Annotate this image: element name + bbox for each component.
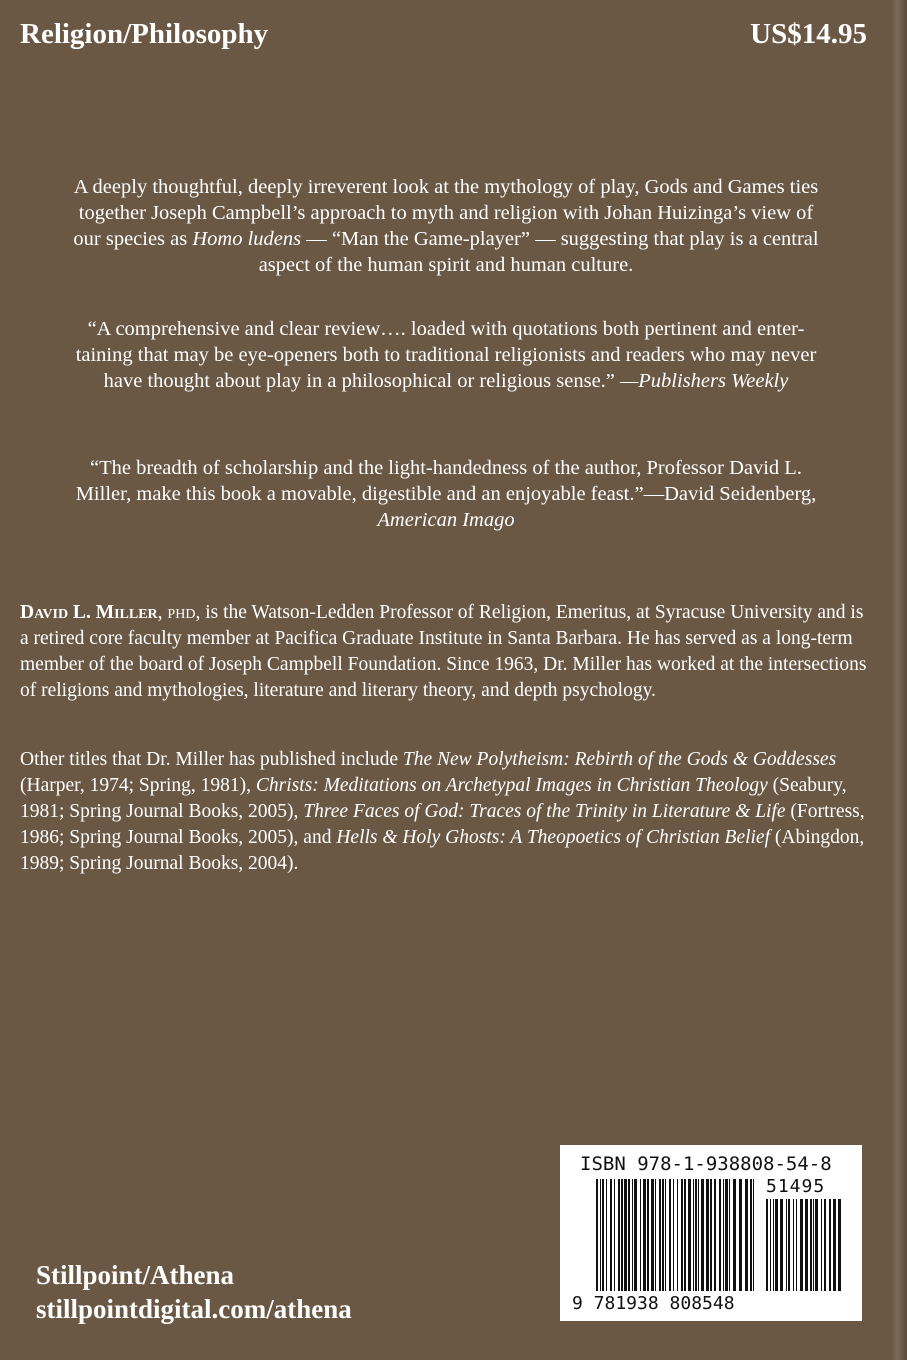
barcode-bar <box>693 1179 694 1291</box>
barcode-bar <box>810 1199 812 1291</box>
barcode-bar <box>813 1199 814 1291</box>
barcode-bar <box>729 1179 730 1291</box>
other-titles: Other titles that Dr. Miller has published include The New Polytheism: Rebirth of the Gods & Goddesses (Harper, 1974; Spring, 1981), Christs: Meditations on Archetypal Images in Christian Theology (Seabury, 1981; Spring Journal Books, 2005), Three Faces of God: Traces of the Trinity in Literature & Life (Fortress, 1986; Spring Journal Books, 2005), and Hells & Holy Ghosts: A Theopoetics of Christian Belief (Abingdon, 1989; Spring Journal Books, 2004). <box>20 749 865 874</box>
barcode-bar <box>640 1179 641 1291</box>
publisher-name: Stillpoint/Athena <box>36 1260 235 1290</box>
barcode-bar <box>796 1199 797 1291</box>
publisher-url: stillpointdigital.com/athena <box>36 1294 352 1324</box>
barcode-bar <box>821 1199 822 1291</box>
barcode-bar <box>723 1179 724 1291</box>
barcode-bar <box>800 1199 803 1291</box>
barcode-bar <box>662 1179 664 1291</box>
barcode-bar <box>688 1179 691 1291</box>
barcode-bar <box>610 1179 612 1291</box>
barcode-bar <box>655 1179 656 1291</box>
ean-barcode-bars <box>596 1179 756 1295</box>
barcode-bar <box>651 1179 654 1291</box>
barcode-bar <box>665 1179 666 1291</box>
barcode-bar <box>695 1179 697 1291</box>
barcode-bar <box>780 1199 783 1291</box>
barcode-bar <box>618 1179 620 1291</box>
barcode-bar <box>838 1199 841 1291</box>
barcode-bar <box>606 1179 607 1291</box>
barcode-bar <box>710 1179 712 1291</box>
barcode-bar <box>773 1199 774 1291</box>
barcode-bar <box>701 1179 704 1291</box>
barcode-bar <box>815 1199 818 1291</box>
author-bio: David L. Miller, phd, is the Watson-Ledden Professor of Religion, Emeritus, at Syracuse University and is a retired core faculty member at Pacifica Graduate Institute in Santa Barbara. He has served as a long-term member of the board of Joseph Campbell Foundation. Since 1963, Dr. Miller has worked at the intersections of religions and mythologies, literature and literary theory, and depth psychology. <box>20 602 867 701</box>
barcode-bar <box>628 1179 630 1291</box>
barcode-bar <box>793 1199 794 1291</box>
barcode-bar <box>698 1179 699 1291</box>
barcode-bar <box>739 1179 742 1291</box>
barcode-bar <box>719 1179 721 1291</box>
barcode-bar <box>659 1179 661 1291</box>
barcode-bar <box>829 1199 831 1291</box>
review-publishers-weekly: “A comprehensive and clear review…. loaded with quotations both pertinent and enter- taining that may be eye-openers both to traditional religionists and readers who may never have thought about play in a philosophical or religious sense.” —Publishers Weekly <box>75 318 817 392</box>
cover-header <box>20 18 867 58</box>
category-label: Religion/Philosophy <box>20 18 269 50</box>
addon-barcode-bars <box>766 1199 844 1295</box>
ean-digits: 9 781938 808548 <box>572 1293 735 1314</box>
barcode-bar <box>681 1179 683 1291</box>
barcode-bar <box>714 1179 716 1291</box>
book-description: A deeply thoughtful, deeply irreverent look at the mythology of play, Gods and Games ties together Joseph Campbell’s approach to myth and religion with Johan Huizinga’s view of our species as Homo ludens — “Man the Game-player” — suggesting that play is a central aspect of the human spirit and human culture. <box>73 176 819 276</box>
barcode-bar <box>753 1179 754 1291</box>
barcode-bar <box>725 1179 728 1291</box>
barcode-bar <box>786 1199 787 1291</box>
barcode-bar <box>684 1179 686 1291</box>
isbn-label: ISBN 978-1-938808-54-8 <box>580 1153 832 1175</box>
price-addon-digits: 51495 <box>766 1176 826 1197</box>
barcode-bar <box>634 1179 637 1291</box>
barcode-bar <box>614 1179 615 1291</box>
barcode-bar <box>766 1199 768 1291</box>
isbn-barcode <box>560 1145 862 1321</box>
review-american-imago: “The breadth of scholarship and the light-handedness of the author, Professor David L. Miller, make this book a movable, digestible and an enjoyable feast.”—David Seidenberg, American Imago <box>75 457 817 531</box>
barcode-bar <box>805 1199 808 1291</box>
barcode-bar <box>775 1199 778 1291</box>
barcode-bar <box>647 1179 649 1291</box>
barcode-bar <box>673 1179 674 1291</box>
barcode-bar <box>706 1179 709 1291</box>
barcode-bar <box>632 1179 633 1291</box>
barcode-bar <box>788 1199 790 1291</box>
barcode-bar <box>833 1199 836 1291</box>
author-name: David L. Miller <box>20 602 158 623</box>
barcode-bar <box>824 1199 826 1291</box>
price-label: US$14.95 <box>750 18 867 50</box>
barcode-bar <box>602 1179 604 1291</box>
barcode-bar <box>621 1179 623 1291</box>
barcode-bar <box>745 1179 748 1291</box>
barcode-bar <box>677 1179 678 1291</box>
barcode-bar <box>733 1179 736 1291</box>
barcode-bar <box>643 1179 646 1291</box>
barcode-bar <box>669 1179 671 1291</box>
barcode-bar <box>600 1179 601 1291</box>
barcode-bar <box>750 1179 752 1291</box>
barcode-bar <box>770 1199 771 1291</box>
publisher-block <box>36 1258 352 1326</box>
cover-edge <box>891 0 907 1360</box>
barcode-bar <box>596 1179 598 1291</box>
barcode-bar <box>624 1179 627 1291</box>
